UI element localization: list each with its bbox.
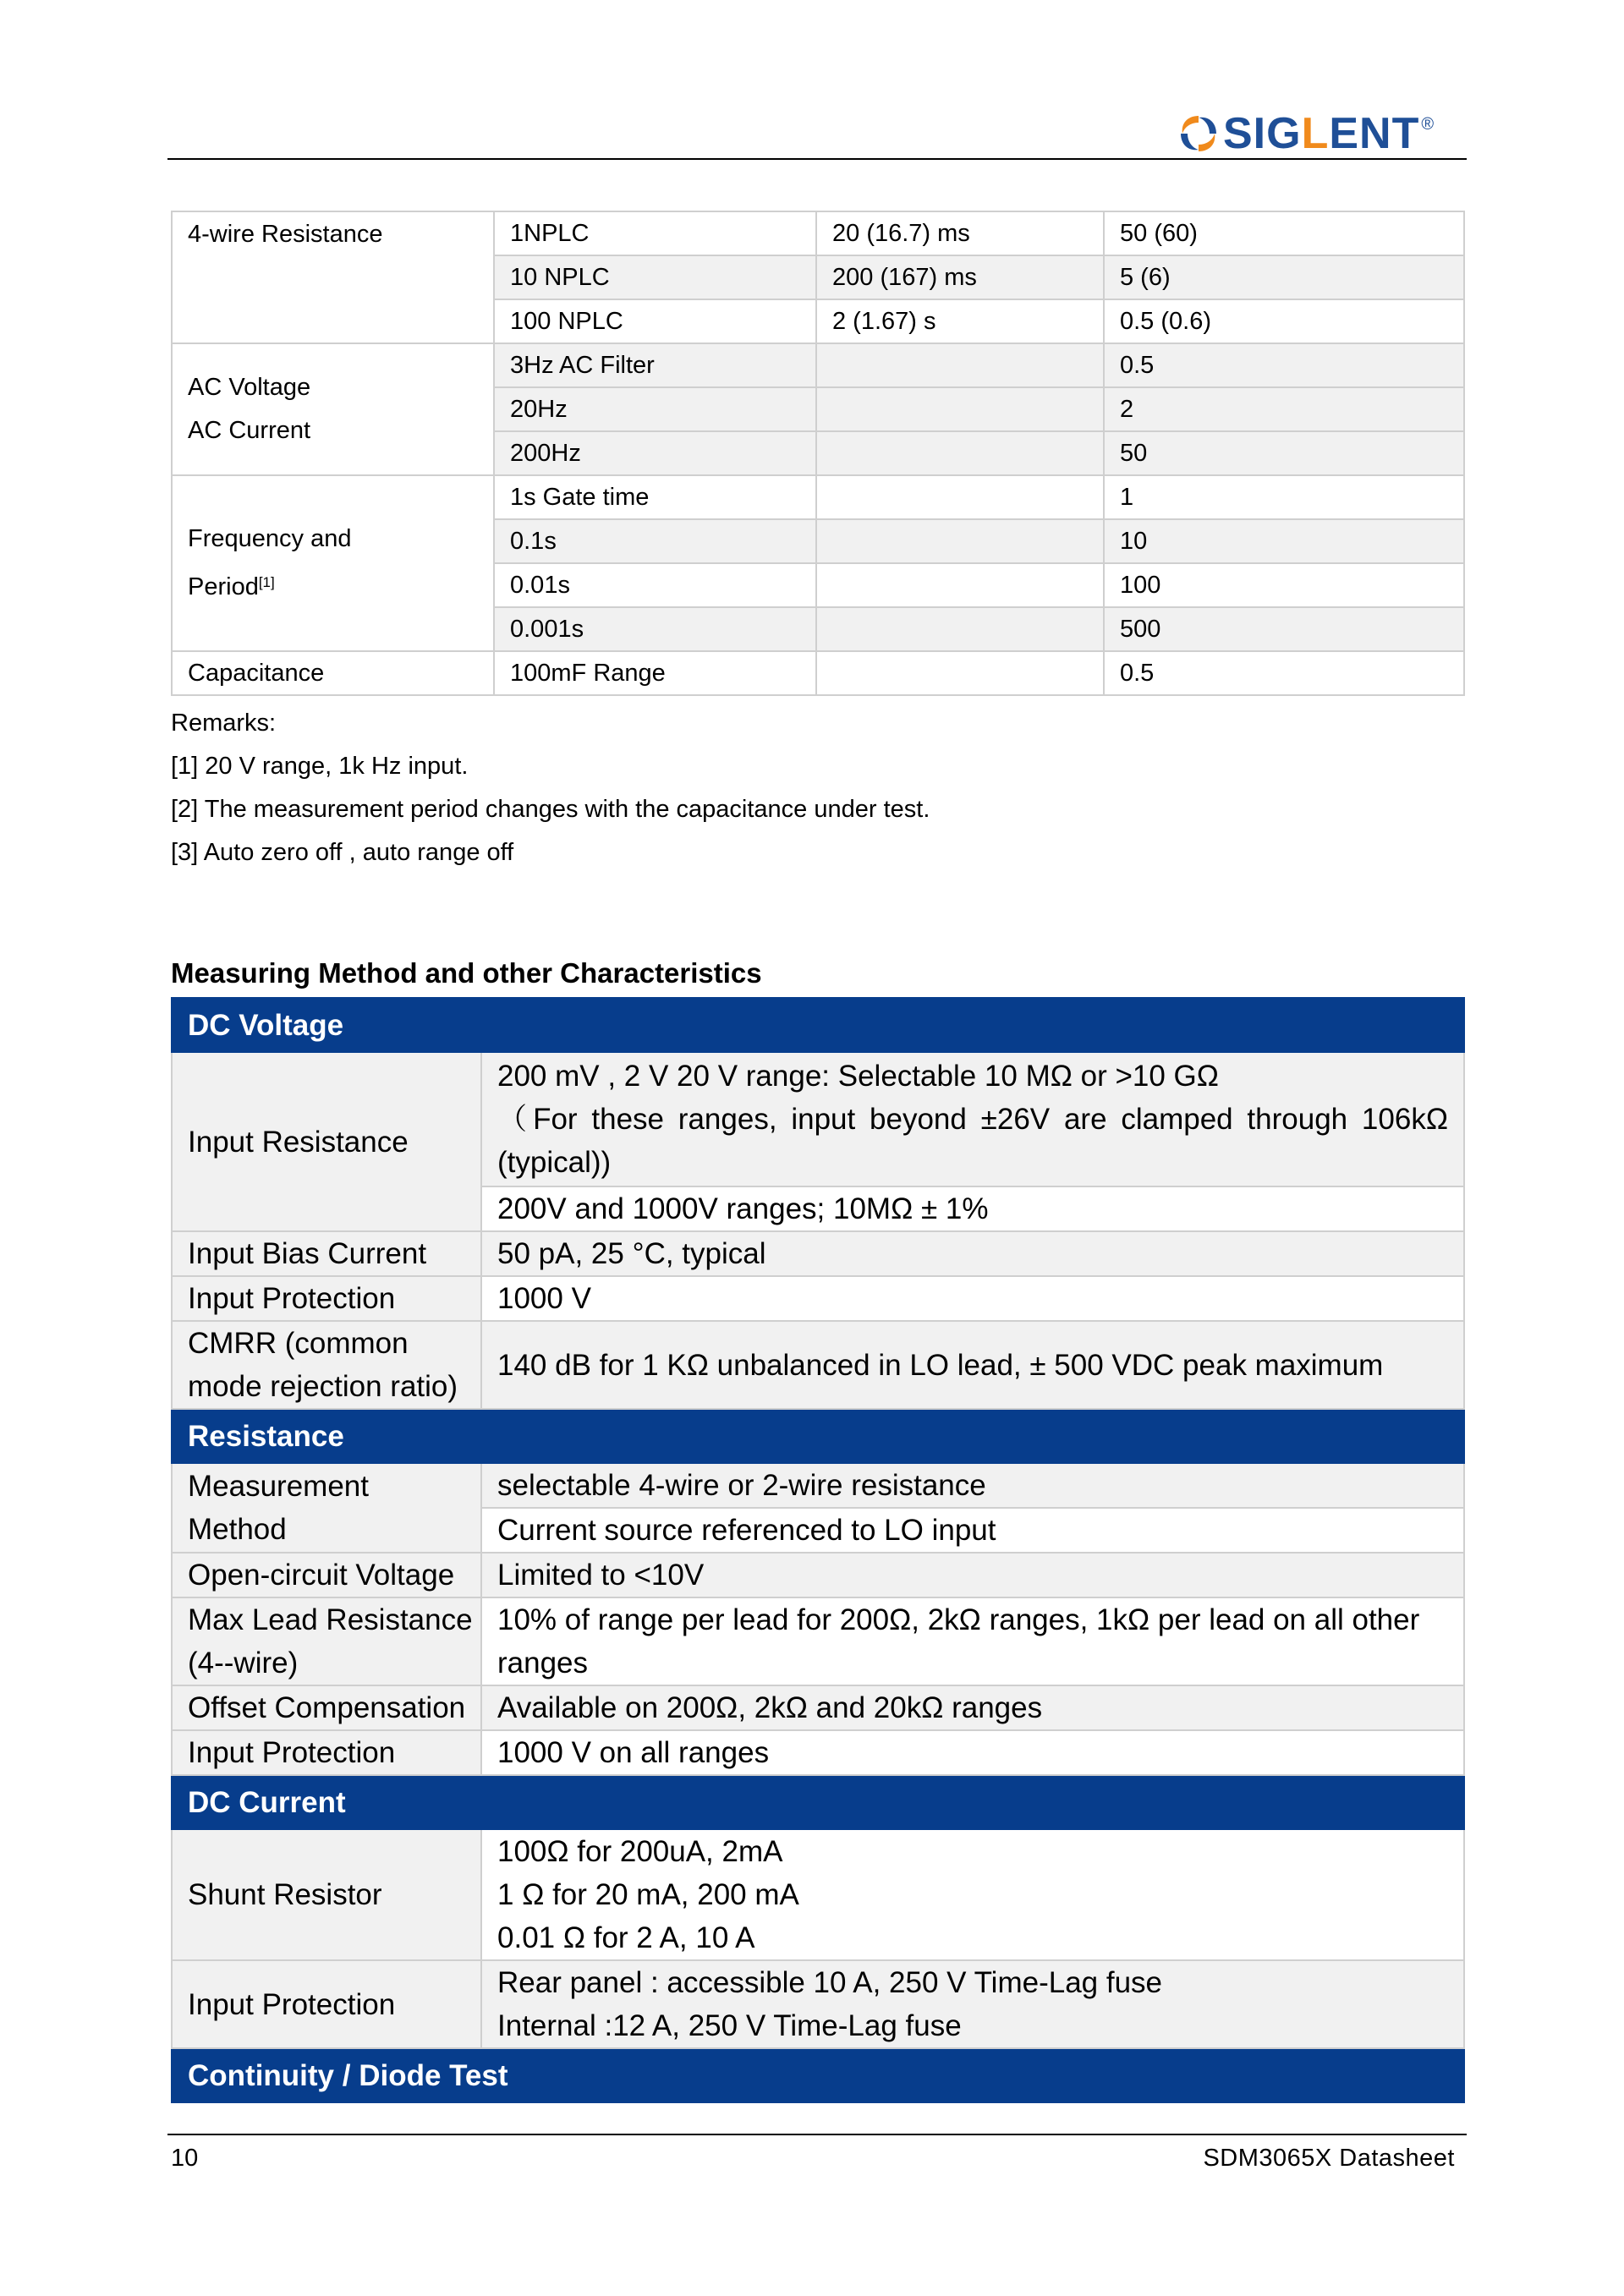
table-cell	[816, 387, 1104, 431]
table-cell: Input Protection	[172, 1276, 481, 1321]
table-cell: 200V and 1000V ranges; 10MΩ ± 1%	[481, 1186, 1464, 1231]
table-row	[172, 1685, 1464, 1730]
input-resistance-value: 200 mV , 2 V 20 V range: Selectable 10 MΩ or >10 GΩ （For these ranges, input beyond ±26V are clamped through 106kΩ (typical))	[481, 1052, 1464, 1186]
table-row	[172, 1052, 1464, 1186]
table-cell: selectable 4-wire or 2-wire resistance	[481, 1463, 1464, 1508]
table-row	[172, 1730, 1464, 1775]
characteristics-table	[171, 997, 1465, 2103]
table-cell: Input Protection	[172, 1960, 481, 2048]
footnote-ref: [1]	[258, 574, 275, 590]
header-divider	[167, 158, 1467, 160]
table-cell: 0.5	[1104, 343, 1464, 387]
table-row	[172, 1829, 1464, 1960]
table-cell: 100	[1104, 563, 1464, 607]
table-cell: 2	[1104, 387, 1464, 431]
section-band	[172, 1775, 1464, 1829]
table-cell: Input Bias Current	[172, 1231, 481, 1276]
table-cell: Input Protection	[172, 1730, 481, 1775]
table-cell: Limited to <10V	[481, 1553, 1464, 1597]
table-cell	[816, 343, 1104, 387]
footer-divider	[167, 2134, 1467, 2135]
table-cell: 0.1s	[494, 519, 816, 563]
table-cell: 0.001s	[494, 607, 816, 651]
table-cell: 20Hz	[494, 387, 816, 431]
section-band	[172, 2048, 1464, 2102]
table-cell: 0.5	[1104, 651, 1464, 695]
table-row	[172, 1463, 1464, 1508]
table-cell: 10	[1104, 519, 1464, 563]
resistance-header: Resistance	[172, 1409, 1464, 1463]
table-cell: 50 pA, 25 °C, typical	[481, 1231, 1464, 1276]
remark-item: [2] The measurement period changes with the capacitance under test.	[171, 796, 930, 823]
table-cell: 5 (6)	[1104, 255, 1464, 299]
table-cell	[816, 607, 1104, 651]
table-cell: Offset Compensation	[172, 1685, 481, 1730]
ac-current-label: AC Current	[188, 417, 311, 444]
max-lead-resistance-value: 10% of range per lead for 200Ω, 2kΩ ranges, 1kΩ per lead on all other ranges	[481, 1597, 1464, 1685]
remarks-title: Remarks:	[171, 710, 277, 737]
dc-current-header: DC Current	[172, 1775, 1464, 1829]
remarks	[171, 702, 930, 874]
registered-mark: ®	[1421, 115, 1435, 134]
table-cell	[816, 475, 1104, 519]
table-cell: 3Hz AC Filter	[494, 343, 816, 387]
input-resistance-label: Input Resistance	[172, 1052, 481, 1231]
table-cell: 0.5 (0.6)	[1104, 299, 1464, 343]
table-row	[172, 211, 1464, 255]
continuity-header: Continuity / Diode Test	[172, 2048, 1464, 2102]
max-lead-resistance-label: Max Lead Resistance (4--wire)	[172, 1597, 481, 1685]
siglent-logo	[1177, 110, 1434, 157]
table-cell: 500	[1104, 607, 1464, 651]
table-cell: 1NPLC	[494, 211, 816, 255]
frequency-label: Frequency and Period[1]	[172, 475, 494, 651]
table-cell: 50	[1104, 431, 1464, 475]
table-row	[172, 475, 1464, 519]
document-name: SDM3065X Datasheet	[1203, 2145, 1455, 2172]
four-wire-label: 4-wire Resistance	[172, 211, 494, 343]
table-cell: 100mF Range	[494, 651, 816, 695]
cmrr-label: CMRR (common mode rejection ratio)	[172, 1321, 481, 1409]
table-cell: 200 (167) ms	[816, 255, 1104, 299]
table-cell: 140 dB for 1 KΩ unbalanced in LO lead, ± 500 VDC peak maximum	[481, 1321, 1464, 1409]
section-band	[172, 1409, 1464, 1463]
section-title: Measuring Method and other Characteristics	[171, 957, 762, 989]
table-cell: 200Hz	[494, 431, 816, 475]
table-cell: Current source referenced to LO input	[481, 1508, 1464, 1553]
table-cell: 100 NPLC	[494, 299, 816, 343]
section-band	[172, 998, 1464, 1052]
shunt-resistor-value: 100Ω for 200uA, 2mA 1 Ω for 20 mA, 200 mA 0.01 Ω for 2 A, 10 A	[481, 1829, 1464, 1960]
table-cell: 1s Gate time	[494, 475, 816, 519]
page-number: 10	[171, 2145, 199, 2172]
ac-label	[172, 343, 494, 475]
table-cell: Open-circuit Voltage	[172, 1553, 481, 1597]
table-cell: 2 (1.67) s	[816, 299, 1104, 343]
measurement-method-label: Measurement Method	[172, 1463, 481, 1553]
table-cell: 10 NPLC	[494, 255, 816, 299]
input-protection-value: Rear panel : accessible 10 A, 250 V Time-Lag fuse Internal :12 A, 250 V Time-Lag fuse	[481, 1960, 1464, 2048]
table-cell: 0.01s	[494, 563, 816, 607]
remark-item: [1] 20 V range, 1k Hz input.	[171, 753, 469, 780]
table-row	[172, 343, 1464, 387]
table-cell: 1	[1104, 475, 1464, 519]
table-cell: Available on 200Ω, 2kΩ and 20kΩ ranges	[481, 1685, 1464, 1730]
table-cell	[816, 519, 1104, 563]
table-cell	[816, 651, 1104, 695]
logo-wordmark: SIGLENT	[1223, 109, 1420, 158]
table-row	[172, 1597, 1464, 1685]
remark-item: [3] Auto zero off , auto range off	[171, 839, 514, 866]
table-cell: 1000 V on all ranges	[481, 1730, 1464, 1775]
table-cell	[816, 431, 1104, 475]
table-row	[172, 1276, 1464, 1321]
siglent-swirl-icon	[1177, 112, 1220, 155]
capacitance-label: Capacitance	[172, 651, 494, 695]
table-cell	[816, 563, 1104, 607]
table-row	[172, 1553, 1464, 1597]
dc-voltage-header: DC Voltage	[172, 998, 1464, 1052]
table-row	[172, 1231, 1464, 1276]
table-row	[172, 1321, 1464, 1409]
table-cell: 20 (16.7) ms	[816, 211, 1104, 255]
ac-voltage-label: AC Voltage	[188, 374, 311, 401]
table-row	[172, 651, 1464, 695]
table-cell: Shunt Resistor	[172, 1829, 481, 1960]
table-cell: 1000 V	[481, 1276, 1464, 1321]
table-cell: 50 (60)	[1104, 211, 1464, 255]
reading-speed-table	[171, 211, 1465, 696]
table-row	[172, 1960, 1464, 2048]
